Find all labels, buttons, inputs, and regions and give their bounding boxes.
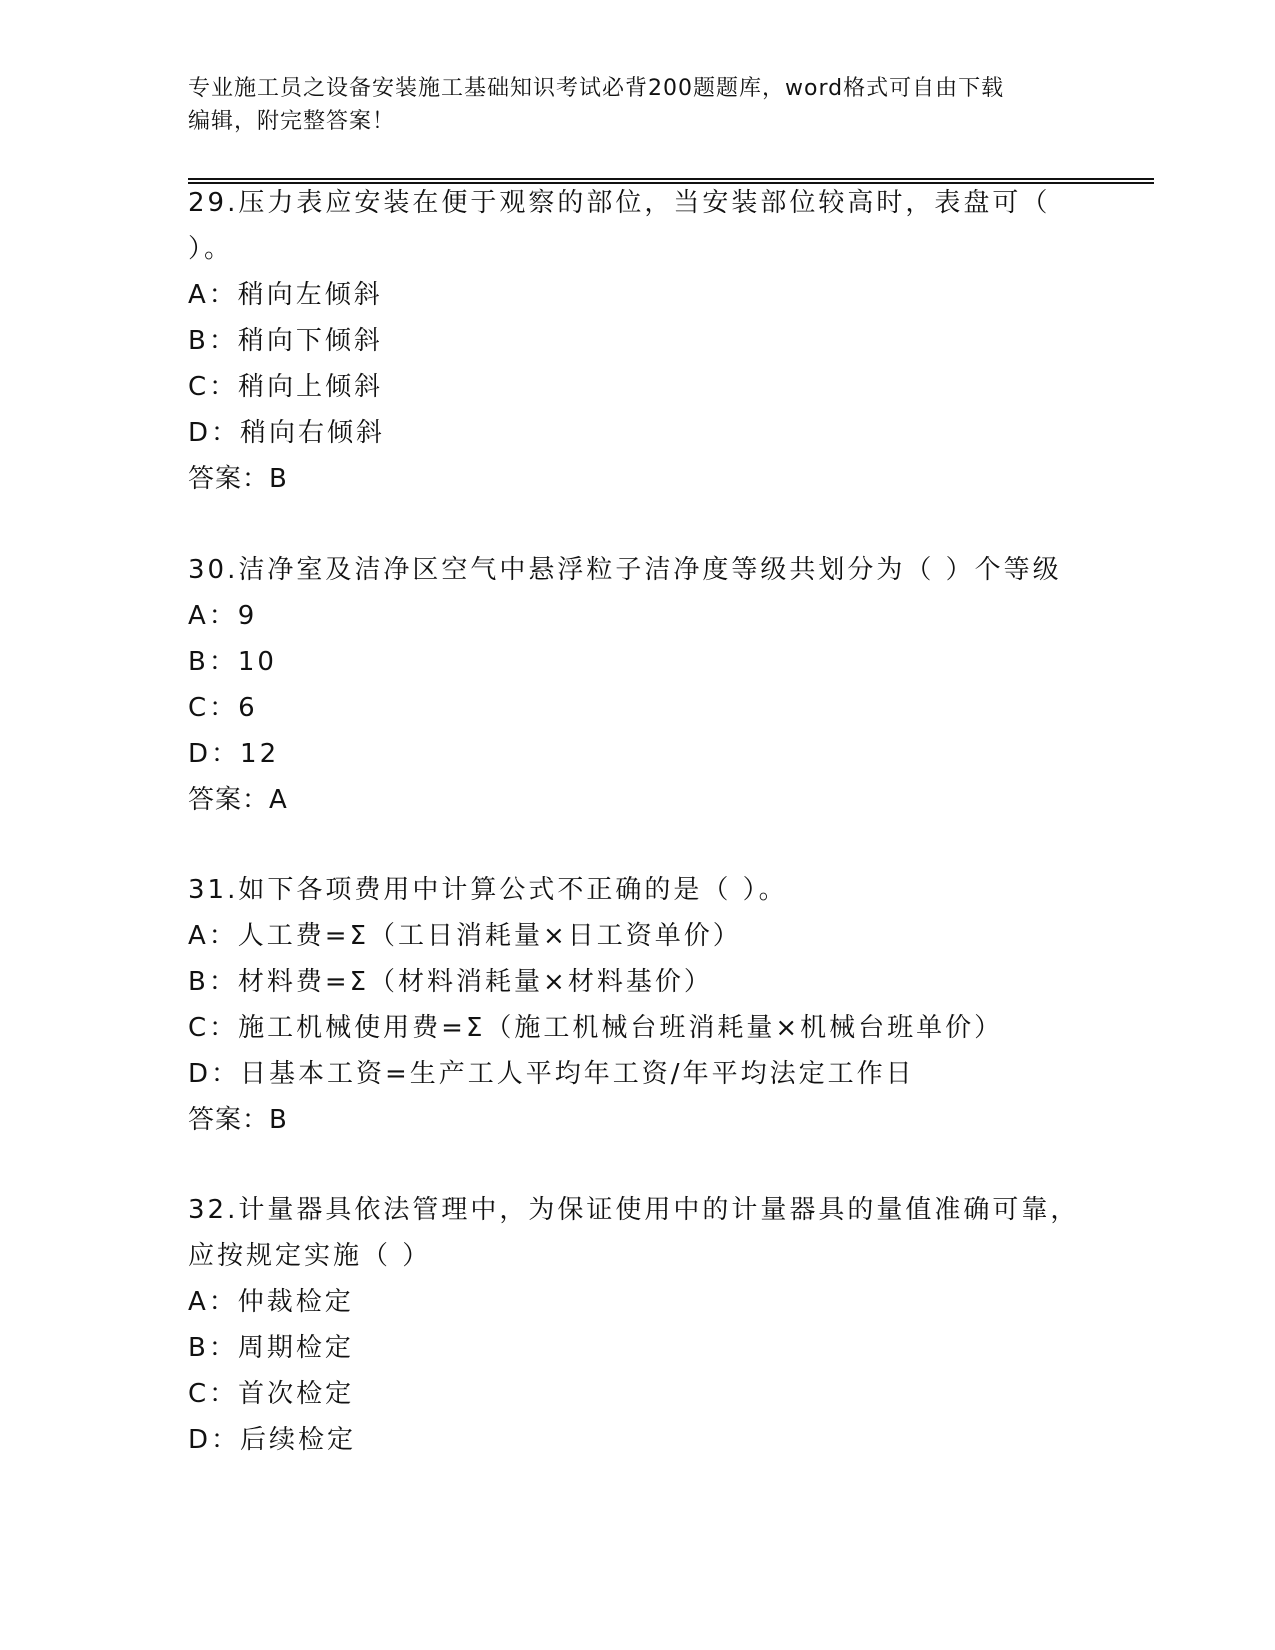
question-32 (188, 1187, 1088, 1463)
header-line-2: 编辑，附完整答案！ (188, 109, 396, 134)
option-d: D：后续检定 (188, 1425, 357, 1455)
question-30 (188, 547, 1088, 823)
question-stem: 29.压力表应安装在便于观察的部位，当安装部位较高时，表盘可（ (188, 188, 1051, 218)
option-b: B：稍向下倾斜 (188, 326, 383, 356)
option-d: D：稍向右倾斜 (188, 418, 386, 448)
option-c: C：6 (188, 693, 258, 723)
option-b: B：周期检定 (188, 1333, 354, 1363)
answer: 答案：B (188, 464, 288, 494)
option-a: A：仲裁检定 (188, 1287, 354, 1317)
option-d: D：日基本工资=生产工人平均年工资/年平均法定工作日 (188, 1059, 915, 1089)
option-b: B：材料费=Σ（材料消耗量×材料基价） (188, 967, 713, 997)
question-stem: ）。 (188, 234, 234, 264)
option-a: A：人工费=Σ（工日消耗量×日工资单价） (188, 921, 742, 951)
question-stem: 30.洁净室及洁净区空气中悬浮粒子洁净度等级共划分为（ ）个等级 (188, 555, 1062, 585)
option-c: C：稍向上倾斜 (188, 372, 384, 402)
option-a: A：9 (188, 601, 258, 631)
answer: 答案：A (188, 785, 288, 815)
option-b: B：10 (188, 647, 277, 677)
question-31 (188, 867, 1088, 1143)
option-c: C：施工机械使用费=Σ（施工机械台班消耗量×机械台班单价） (188, 1013, 1004, 1043)
question-stem: 应按规定实施（ ） (188, 1241, 432, 1271)
question-29 (188, 180, 1088, 502)
option-d: D：12 (188, 739, 280, 769)
answer: 答案：B (188, 1105, 288, 1135)
question-stem: 31.如下各项费用中计算公式不正确的是（ ）。 (188, 875, 788, 905)
option-a: A：稍向左倾斜 (188, 280, 383, 310)
header-line-1: 专业施工员之设备安装施工基础知识考试必背200题题库，word格式可自由下载 (188, 76, 1005, 101)
question-stem: 32.计量器具依法管理中，为保证使用中的计量器具的量值准确可靠， (188, 1195, 1080, 1225)
document-header (188, 72, 1088, 138)
option-c: C：首次检定 (188, 1379, 355, 1409)
